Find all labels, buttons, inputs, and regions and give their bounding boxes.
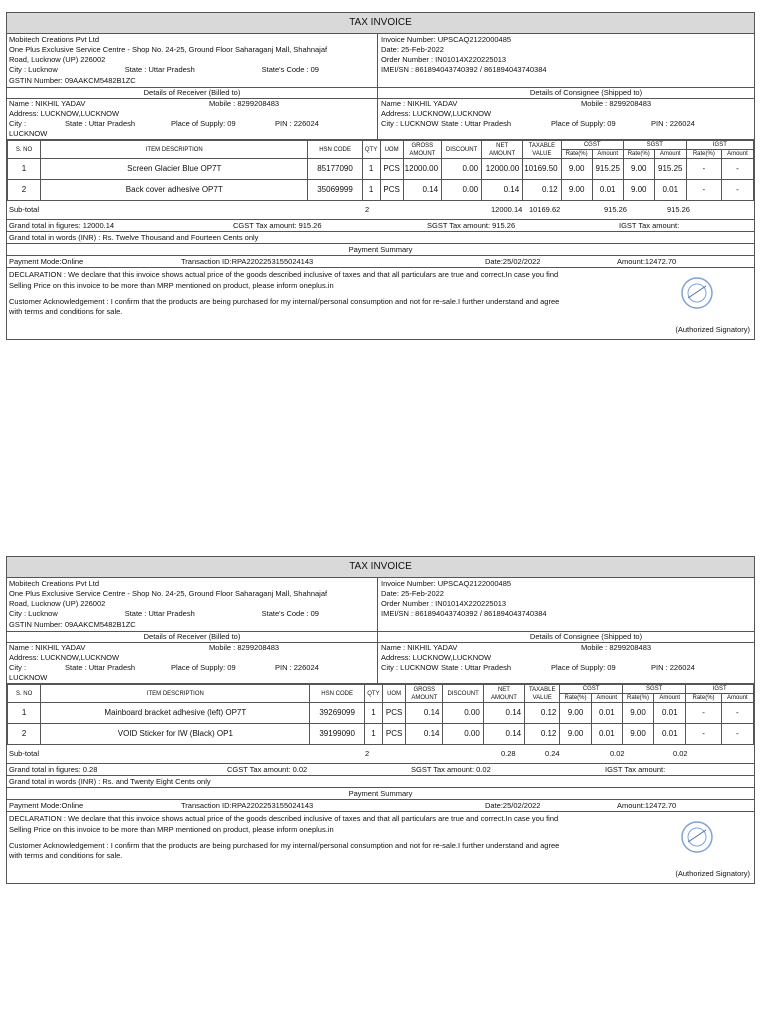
consignee-name: Name : NIKHIL YADAV	[381, 642, 458, 652]
cell-gross: 0.14	[403, 180, 441, 201]
invoice-title: TAX INVOICE	[7, 557, 754, 578]
cell-igst-amt: -	[721, 180, 753, 201]
cell-uom: PCS	[383, 703, 406, 724]
declaration-block	[7, 812, 754, 883]
invoice-date: Date: 25-Feb-2022	[381, 45, 444, 55]
cell-net: 0.14	[482, 180, 523, 201]
cell-desc: Mainboard bracket adhesive (left) OP7T	[41, 703, 310, 724]
subtotal-qty: 2	[365, 749, 370, 759]
consignee-heading: Details of Consignee (Shipped to)	[529, 631, 643, 641]
cell-taxable: 0.12	[525, 703, 560, 724]
transaction-id: Transaction ID:RPA2202253155024143	[181, 257, 314, 267]
cell-desc: Screen Glacier Blue OP7T	[41, 159, 308, 180]
cell-qty: 1	[364, 724, 382, 745]
declaration: DECLARATION : We declare that this invoice shows actual price of the goods described inclusive of taxes and that all particulars are true and correct.In case you find Selling Price on this invoice to be more than MRP mentioned on product, please inform oneplus.in	[9, 814, 559, 834]
imei: IMEI/SN : 861894043740392 / 861894043740384	[381, 65, 547, 75]
subtotal-row	[7, 201, 754, 220]
cell-gross: 0.14	[406, 703, 443, 724]
grand-total-figures: Grand total in figures: 12000.14	[9, 221, 115, 231]
table-row	[8, 703, 754, 724]
col-igst-amount: Amount	[721, 694, 753, 703]
col-igst-amount: Amount	[721, 150, 753, 159]
cell-cgst-rate: 9.00	[561, 159, 592, 180]
gstin: GSTIN Number: 09AAKCM5482B1ZC	[9, 619, 136, 629]
consignee-pin: PIN : 226024	[651, 663, 695, 672]
cell-igst-rate: -	[686, 703, 721, 724]
receiver-address: Address: LUCKNOW,LUCKNOW	[9, 652, 120, 662]
cell-net: 0.14	[483, 703, 524, 724]
grand-total-words: Grand total in words (INR) : Rs. and Twenty Eight Cents only	[7, 776, 754, 788]
col-sno: S. NO	[8, 685, 41, 703]
col-hsn: HSN CODE	[308, 141, 362, 159]
cell-hsn: 35069999	[308, 180, 362, 201]
igst-total: IGST Tax amount:	[619, 221, 680, 231]
customer-acknowledgement: Customer Acknowledgement : I confirm that the products are being purchased for my internal/personal consumption and not for re-sale.I further understand and agree with terms and conditions for sale.	[9, 840, 560, 860]
subtotal-sgst: 0.02	[673, 749, 688, 759]
consignee-place-of-supply: Place of Supply: 09	[551, 663, 616, 672]
col-sgst: SGST	[623, 141, 686, 150]
cell-cgst-rate: 9.00	[561, 180, 592, 201]
grand-total-figures: Grand total in figures: 0.28	[9, 765, 98, 775]
subtotal-net: 0.28	[501, 749, 516, 759]
receiver-name: Name : NIKHIL YADAV	[9, 98, 86, 108]
subtotal-qty: 2	[365, 205, 370, 215]
payment-summary-heading: Payment Summary	[7, 788, 754, 800]
payment-amount: Amount:12472.70	[617, 801, 677, 811]
seller-state-code: State's Code : 09	[261, 65, 319, 75]
col-cgst-amount: Amount	[591, 694, 622, 703]
cell-qty: 1	[364, 703, 382, 724]
col-uom: UOM	[380, 141, 403, 159]
cell-sgst-amt: 915.25	[654, 159, 686, 180]
cell-discount: 0.00	[443, 724, 483, 745]
cell-cgst-amt: 0.01	[591, 703, 622, 724]
invoice-meta	[378, 578, 754, 631]
cgst-total: CGST Tax amount: 915.26	[233, 221, 322, 231]
cell-igst-amt: -	[721, 159, 753, 180]
invoice-number: Invoice Number: UPSCAQ2122000485	[381, 35, 512, 44]
receiver-heading: Details of Receiver (Billed to)	[7, 632, 378, 642]
payment-date: Date:25/02/2022	[485, 257, 541, 267]
payment-row	[7, 256, 754, 268]
invoice-number: Invoice Number: UPSCAQ2122000485	[381, 579, 512, 588]
col-sgst-amount: Amount	[654, 150, 686, 159]
cgst-total: CGST Tax amount: 0.02	[227, 765, 308, 775]
col-sno: S. NO	[8, 141, 41, 159]
table-row	[8, 159, 754, 180]
col-cgst: CGST	[560, 685, 623, 694]
invoice-meta	[378, 34, 754, 87]
seller-city: City : Lucknow	[9, 609, 58, 619]
cell-discount: 0.00	[443, 703, 483, 724]
cell-sgst-amt: 0.01	[654, 180, 686, 201]
customer-acknowledgement: Customer Acknowledgement : I confirm that the products are being purchased for my internal/personal consumption and not for re-sale.I further understand and agree with terms and conditions for sale.	[9, 296, 560, 316]
cell-taxable: 10169.50	[523, 159, 561, 180]
consignee-mobile: Mobile : 8299208483	[581, 98, 652, 108]
cell-sgst-rate: 9.00	[622, 703, 653, 724]
items-table	[7, 140, 754, 201]
receiver-state: State : Uttar Pradesh	[65, 119, 136, 128]
cell-sgst-rate: 9.00	[623, 159, 654, 180]
cell-discount: 0.00	[442, 180, 482, 201]
consignee-name: Name : NIKHIL YADAV	[381, 98, 458, 108]
subtotal-taxable: 10169.62	[529, 205, 561, 215]
transaction-id: Transaction ID:RPA2202253155024143	[181, 801, 314, 811]
table-row	[8, 180, 754, 201]
receiver-heading: Details of Receiver (Billed to)	[7, 88, 378, 98]
cell-cgst-amt: 0.01	[592, 180, 623, 201]
consignee-address: Address: LUCKNOW,LUCKNOW	[381, 108, 492, 118]
imei: IMEI/SN : 861894043740392 / 861894043740384	[381, 609, 547, 619]
col-igst: IGST	[686, 141, 753, 150]
col-desc: ITEM DESCRIPTION	[41, 685, 310, 703]
cell-cgst-amt: 0.01	[591, 724, 622, 745]
col-sgst: SGST	[622, 685, 686, 694]
items-table	[7, 684, 754, 745]
invoice-date: Date: 25-Feb-2022	[381, 589, 444, 599]
seller-address-2: Road, Lucknow (UP) 226002	[9, 599, 106, 609]
seller-state: State : Uttar Pradesh	[124, 65, 195, 75]
receiver-pin: PIN : 226024	[275, 119, 319, 128]
col-gross: GROSS AMOUNT	[403, 141, 441, 159]
cell-cgst-rate: 9.00	[560, 724, 591, 745]
col-sgst-amount: Amount	[654, 694, 686, 703]
consignee-state: State : Uttar Pradesh	[441, 119, 512, 128]
seller-address-2: Road, Lucknow (UP) 226002	[9, 55, 106, 65]
cell-sno: 1	[8, 703, 41, 724]
receiver-place-of-supply: Place of Supply: 09	[171, 663, 236, 672]
cell-uom: PCS	[383, 724, 406, 745]
payment-mode: Payment Mode:Online	[9, 801, 84, 811]
col-qty: QTY	[362, 141, 380, 159]
cell-qty: 1	[362, 159, 380, 180]
col-qty: QTY	[364, 685, 382, 703]
cell-igst-rate: -	[686, 180, 721, 201]
col-desc: ITEM DESCRIPTION	[41, 141, 308, 159]
seller-state: State : Uttar Pradesh	[124, 609, 195, 619]
seller-address: One Plus Exclusive Service Centre - Shop No. 24-25, Ground Floor Saharaganj Mall, Shahnajaf	[9, 589, 328, 599]
seal-stamp-icon	[680, 820, 714, 854]
consignee-details	[378, 99, 754, 140]
igst-total: IGST Tax amount:	[605, 765, 666, 775]
receiver-place-of-supply: Place of Supply: 09	[171, 119, 236, 128]
col-igst-rate: Rate(%)	[686, 694, 721, 703]
receiver-details	[7, 99, 378, 140]
seller-state-code: State's Code : 09	[261, 609, 319, 619]
order-number: Order Number : IN01014X220225013	[381, 55, 507, 65]
consignee-pin: PIN : 226024	[651, 119, 695, 128]
subtotal-net: 12000.14	[491, 205, 523, 215]
cell-discount: 0.00	[442, 159, 482, 180]
seller-city: City : Lucknow	[9, 65, 58, 75]
consignee-place-of-supply: Place of Supply: 09	[551, 119, 616, 128]
sgst-total: SGST Tax amount: 0.02	[411, 765, 491, 775]
receiver-name: Name : NIKHIL YADAV	[9, 642, 86, 652]
order-number: Order Number : IN01014X220225013	[381, 599, 507, 609]
grand-total-words: Grand total in words (INR) : Rs. Twelve Thousand and Fourteen Cents only	[7, 232, 754, 244]
subtotal-cgst: 915.26	[604, 205, 627, 215]
consignee-mobile: Mobile : 8299208483	[581, 642, 652, 652]
col-cgst: CGST	[561, 141, 623, 150]
cell-gross: 12000.00	[403, 159, 441, 180]
cell-hsn: 39269099	[310, 703, 364, 724]
subtotal-row	[7, 745, 754, 764]
receiver-state: State : Uttar Pradesh	[65, 663, 136, 672]
cell-cgst-rate: 9.00	[560, 703, 591, 724]
payment-row	[7, 800, 754, 812]
cell-igst-amt: -	[721, 724, 753, 745]
cell-sno: 2	[8, 180, 41, 201]
seller-name: Mobitech Creations Pvt Ltd	[9, 579, 100, 588]
col-discount: DISCOUNT	[443, 685, 483, 703]
receiver-address: Address: LUCKNOW,LUCKNOW	[9, 108, 120, 118]
cell-uom: PCS	[380, 180, 403, 201]
cell-hsn: 39199090	[310, 724, 364, 745]
cell-taxable: 0.12	[525, 724, 560, 745]
gstin: GSTIN Number: 09AAKCM5482B1ZC	[9, 75, 136, 85]
subtotal-label: Sub-total	[9, 749, 40, 759]
cell-igst-rate: -	[686, 724, 721, 745]
cell-net: 12000.00	[482, 159, 523, 180]
table-row	[8, 724, 754, 745]
col-hsn: HSN CODE	[310, 685, 364, 703]
declaration-block	[7, 268, 754, 339]
authorized-signatory: (Authorized Signatory)	[675, 869, 750, 879]
consignee-state: State : Uttar Pradesh	[441, 663, 512, 672]
col-igst: IGST	[686, 685, 754, 694]
receiver-details	[7, 643, 378, 684]
col-discount: DISCOUNT	[442, 141, 482, 159]
cell-desc: Back cover adhesive OP7T	[41, 180, 308, 201]
cell-igst-rate: -	[686, 159, 721, 180]
cell-hsn: 85177090	[308, 159, 362, 180]
subtotal-cgst: 0.02	[610, 749, 625, 759]
cell-sgst-amt: 0.01	[654, 703, 686, 724]
cell-desc: VOID Sticker for IW (Black) OP1	[41, 724, 310, 745]
consignee-address: Address: LUCKNOW,LUCKNOW	[381, 652, 492, 662]
invoice-1	[6, 12, 755, 340]
receiver-city: City : LUCKNOW	[9, 663, 48, 683]
cell-sgst-rate: 9.00	[622, 724, 653, 745]
col-uom: UOM	[383, 685, 406, 703]
col-cgst-rate: Rate(%)	[561, 150, 592, 159]
cell-cgst-amt: 915.25	[592, 159, 623, 180]
col-gross: GROSS AMOUNT	[406, 685, 443, 703]
payment-date: Date:25/02/2022	[485, 801, 541, 811]
cell-taxable: 0.12	[523, 180, 561, 201]
invoice-title: TAX INVOICE	[7, 13, 754, 34]
cell-sgst-rate: 9.00	[623, 180, 654, 201]
cell-sno: 1	[8, 159, 41, 180]
col-net: NET AMOUNT	[483, 685, 524, 703]
subtotal-sgst: 915.26	[667, 205, 690, 215]
cell-net: 0.14	[483, 724, 524, 745]
cell-gross: 0.14	[406, 724, 443, 745]
seller-details	[7, 578, 378, 631]
seller-address: One Plus Exclusive Service Centre - Shop No. 24-25, Ground Floor Saharaganj Mall, Shahnajaf	[9, 45, 328, 55]
cell-igst-amt: -	[721, 703, 753, 724]
subtotal-label: Sub-total	[9, 205, 40, 215]
col-igst-rate: Rate(%)	[686, 150, 721, 159]
sgst-total: SGST Tax amount: 915.26	[427, 221, 516, 231]
seal-stamp-icon	[680, 276, 714, 310]
seller-name: Mobitech Creations Pvt Ltd	[9, 35, 100, 44]
col-sgst-rate: Rate(%)	[623, 150, 654, 159]
col-taxable: TAXABLE VALUE	[525, 685, 560, 703]
payment-summary-heading: Payment Summary	[7, 244, 754, 256]
receiver-city: City : LUCKNOW	[9, 119, 48, 139]
seller-details	[7, 34, 378, 87]
receiver-pin: PIN : 226024	[275, 663, 319, 672]
grand-total-row	[7, 220, 754, 232]
cell-sgst-amt: 0.01	[654, 724, 686, 745]
cell-qty: 1	[362, 180, 380, 201]
subtotal-taxable: 0.24	[545, 749, 560, 759]
col-taxable: TAXABLE VALUE	[523, 141, 561, 159]
receiver-mobile: Mobile : 8299208483	[209, 642, 280, 652]
col-cgst-amount: Amount	[592, 150, 623, 159]
declaration: DECLARATION : We declare that this invoice shows actual price of the goods described inclusive of taxes and that all particulars are true and correct.In case you find Selling Price on this invoice to be more than MRP mentioned on product, please inform oneplus.in	[9, 270, 559, 290]
grand-total-row	[7, 764, 754, 776]
consignee-city: City : LUCKNOW	[381, 663, 439, 672]
consignee-city: City : LUCKNOW	[381, 119, 439, 128]
consignee-heading: Details of Consignee (Shipped to)	[529, 87, 643, 97]
invoice-2	[6, 556, 755, 884]
col-sgst-rate: Rate(%)	[622, 694, 653, 703]
col-cgst-rate: Rate(%)	[560, 694, 591, 703]
cell-uom: PCS	[380, 159, 403, 180]
payment-amount: Amount:12472.70	[617, 257, 677, 267]
col-net: NET AMOUNT	[482, 141, 523, 159]
cell-sno: 2	[8, 724, 41, 745]
payment-mode: Payment Mode:Online	[9, 257, 84, 267]
consignee-details	[378, 643, 754, 684]
receiver-mobile: Mobile : 8299208483	[209, 98, 280, 108]
authorized-signatory: (Authorized Signatory)	[675, 325, 750, 335]
